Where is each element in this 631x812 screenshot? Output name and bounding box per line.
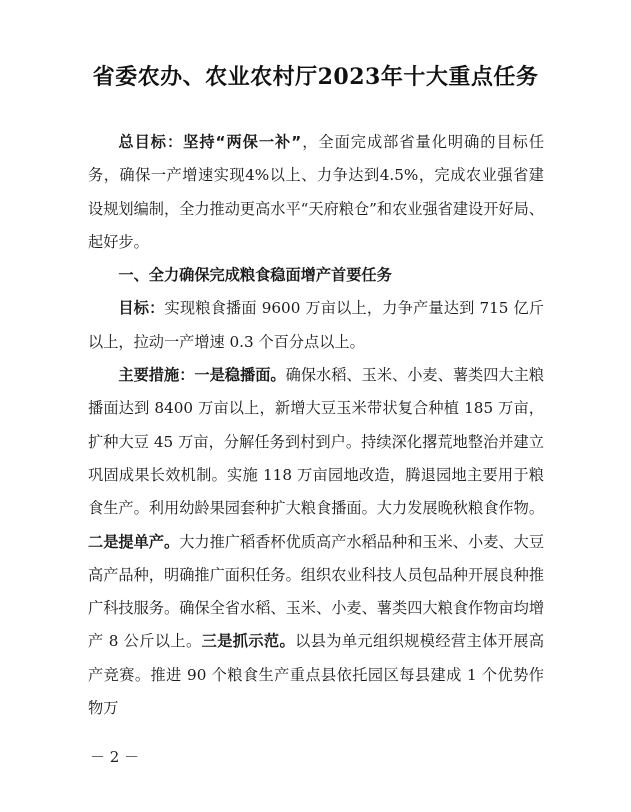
document-body <box>88 126 544 725</box>
overall-goal-highlight: 坚持“两保一补” <box>183 133 302 151</box>
overall-goal-text: ，全面完成部省量化明确的目标任务，确保一产增速实现4%以上、力争达到4.5%，完成农业强省建设规划编制，全力推动更高水平“天府粮仓”和农业强省建设开好局、起好步。 <box>88 133 545 251</box>
measures-label: 主要措施： <box>118 366 195 385</box>
section-1-goal-paragraph <box>88 292 544 359</box>
section-1-measures-paragraph <box>88 359 544 725</box>
measure-1-text: 确保水稻、玉米、小麦、薯类四大主粮播面达到 8400 万亩以上，新增大豆玉米带状复合种植 185 万亩，扩种大豆 45 万亩，分解任务到村到户。持续深化撂荒地整治并建立巩固成果长效机制。实施 118 万亩园地改造，腾退园地主要用于粮食生产。利用幼龄果园套种扩大粮食播面。大力发展晚秋粮食作物。 <box>88 366 545 518</box>
section-1-goal-label: 目标： <box>118 299 165 318</box>
overall-goal-label: 总目标： <box>118 133 184 151</box>
measure-1-label: 一是稳播面。 <box>194 366 286 385</box>
measure-3-label: 三是抓示范。 <box>201 632 296 651</box>
section-1-heading: 一、全力确保完成粮食稳面增产首要任务 <box>118 266 392 285</box>
measure-3-text: 以县为单元组织规模经营主体开展高产竞赛。推进 90 个粮食生产重点县依托园区每县建成 1 个优势作物万 <box>88 632 545 718</box>
overall-goal-paragraph <box>88 126 544 259</box>
page-number: － 2 － <box>90 748 140 766</box>
document-title: 省委农办、农业农村厅2023年十大重点任务 <box>92 64 539 90</box>
measure-2-text: 大力推广稻香杯优质高产水稻品种和玉米、小麦、大豆高产品种，明确推广面积任务。组织农业科技人员包品种开展良种推广科技服务。确保全省水稻、玉米、小麦、薯类四大粮食作物亩均增产 8 公斤以上。 <box>88 532 545 651</box>
measure-2-label: 二是提单产。 <box>88 532 180 551</box>
section-1-goal-text: 实现粮食播面 9600 万亩以上，力争产量达到 715 亿斤以上，拉动一产增速 0.3 个百分点以上。 <box>88 299 544 351</box>
